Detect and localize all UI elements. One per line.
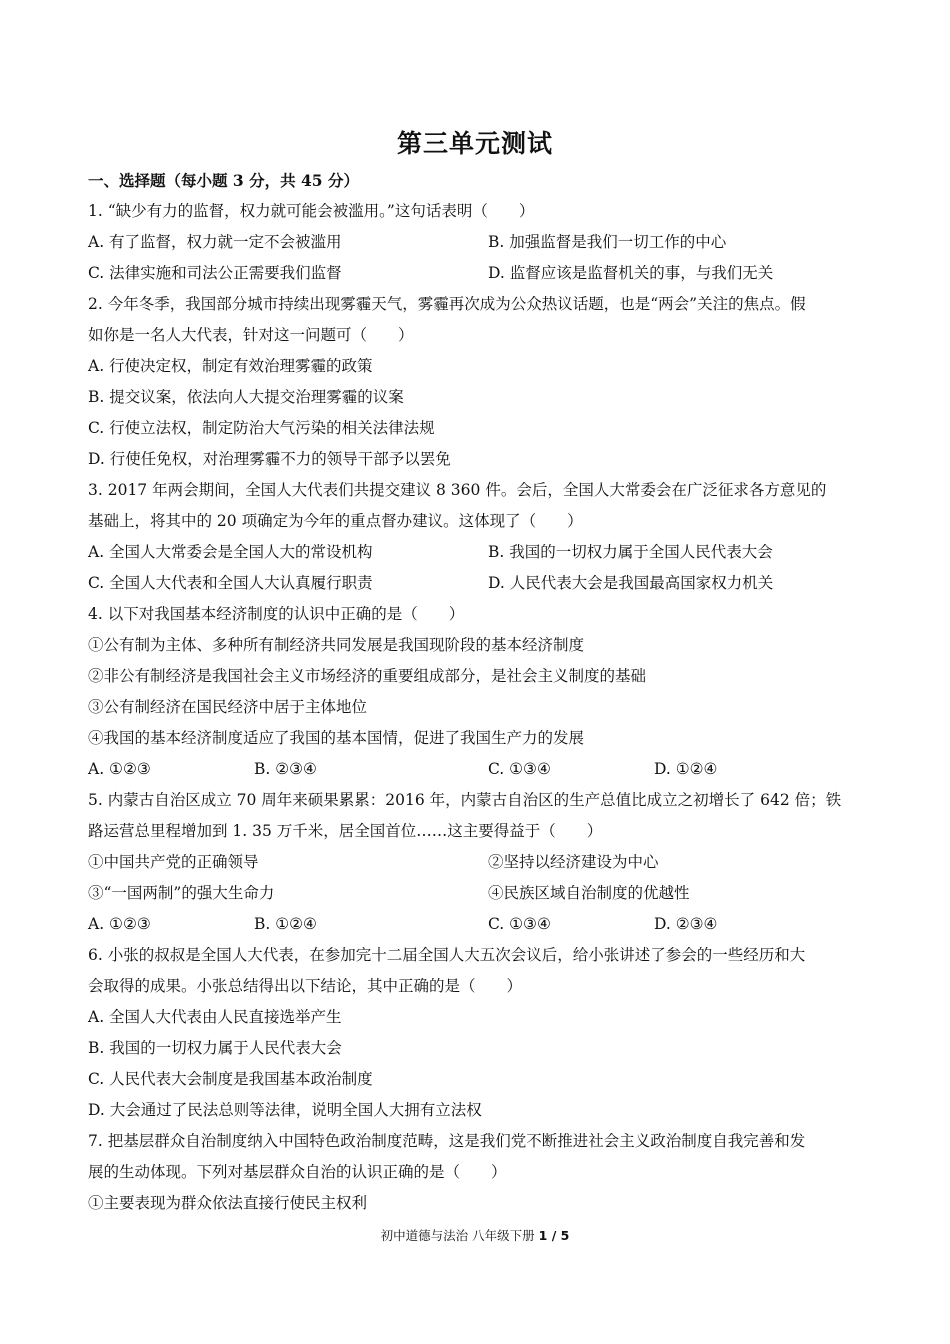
question-2-stem-line-2: 如你是一名人大代表，针对这一问题可（ ） (88, 326, 414, 344)
question-2-stem-line-1: 2. 今年冬季，我国部分城市持续出现雾霾天气，雾霾再次成为公众热议话题，也是“两会”关注的焦点。假 (88, 295, 806, 313)
question-5-option-c: C. ①③④ (488, 915, 551, 933)
question-3-option-a: A. 全国人大常委会是全国人大的常设机构 (88, 543, 373, 561)
question-4-statement-2: ②非公有制经济是我国社会主义市场经济的重要组成部分，是社会主义制度的基础 (88, 667, 647, 685)
question-6-option-b: B. 我国的一切权力属于人民代表大会 (88, 1039, 342, 1057)
question-5-statement-1: ①中国共产党的正确领导 (88, 853, 259, 871)
question-6-stem-line-2: 会取得的成果。小张总结得出以下结论，其中正确的是（ ） (88, 977, 523, 995)
question-3-option-b: B. 我国的一切权力属于全国人民代表大会 (488, 543, 773, 561)
question-4-statement-1: ①公有制为主体、多种所有制经济共同发展是我国现阶段的基本经济制度 (88, 636, 585, 654)
question-4-option-c: C. ①③④ (488, 760, 551, 778)
question-1-option-c: C. 法律实施和司法公正需要我们监督 (88, 264, 342, 282)
question-6-stem-line-1: 6. 小张的叔叔是全国人大代表，在参加完十二届全国人大五次会议后，给小张讲述了参会的一些经历和大 (88, 946, 806, 964)
question-3-options-row-2 (88, 568, 868, 599)
question-5-option-d: D. ②③④ (654, 915, 718, 933)
question-4-stem: 4. 以下对我国基本经济制度的认识中正确的是（ ） (88, 605, 465, 623)
question-5-statements-row-1 (88, 847, 868, 878)
question-5-statement-3: ③“一国两制”的强大生命力 (88, 884, 275, 902)
question-5-statements-row-2 (88, 878, 868, 909)
question-2-option-d: D. 行使任免权，对治理雾霾不力的领导干部予以罢免 (88, 450, 451, 468)
question-1-option-d: D. 监督应该是监督机关的事，与我们无关 (488, 264, 774, 282)
question-2-option-a: A. 行使决定权，制定有效治理雾霾的政策 (88, 357, 373, 375)
question-7-stem-line-1: 7. 把基层群众自治制度纳入中国特色政治制度范畴，这是我们党不断推进社会主义政治制度自我完善和发 (88, 1132, 806, 1150)
question-5-option-b: B. ①②④ (254, 915, 317, 933)
question-5-stem-line-1: 5. 内蒙古自治区成立 70 周年来硕果累累：2016 年，内蒙古自治区的生产总值比成立之初增长了 642 倍；铁 (88, 791, 842, 809)
question-4-option-d: D. ①②④ (654, 760, 718, 778)
section-heading: 一、选择题（每小题 3 分，共 45 分） (88, 171, 359, 190)
question-4-statement-4: ④我国的基本经济制度适应了我国的基本国情，促进了我国生产力的发展 (88, 729, 585, 747)
question-2-option-c: C. 行使立法权，制定防治大气污染的相关法律法规 (88, 419, 435, 437)
question-1-option-b: B. 加强监督是我们一切工作的中心 (488, 233, 727, 251)
question-1-options-row-1 (88, 227, 868, 258)
question-1-stem: 1. “缺少有力的监督，权力就可能会被滥用。”这句话表明（ ） (88, 202, 535, 220)
question-3-option-d: D. 人民代表大会是我国最高国家权力机关 (488, 574, 774, 592)
question-3-stem-line-1: 3. 2017 年两会期间，全国人大代表们共提交建议 8 360 件。会后，全国人大常委会在广泛征求各方意见的 (88, 481, 827, 499)
question-5-options (88, 909, 868, 940)
question-2-option-b: B. 提交议案，依法向人大提交治理雾霾的议案 (88, 388, 404, 406)
page-title: 第三单元测试 (396, 129, 553, 158)
page-footer (0, 1226, 950, 1244)
question-3-stem-line-2: 基础上，将其中的 20 项确定为今年的重点督办建议。这体现了（ ） (88, 512, 583, 530)
question-5-statement-4: ④民族区域自治制度的优越性 (488, 884, 690, 902)
question-3-option-c: C. 全国人大代表和全国人大认真履行职责 (88, 574, 373, 592)
question-list (88, 165, 868, 1219)
question-7-stem-line-2: 展的生动体现。下列对基层群众自治的认识正确的是（ ） (88, 1163, 507, 1181)
question-6-option-a: A. 全国人大代表由人民直接选举产生 (88, 1008, 342, 1026)
question-4-option-a: A. ①②③ (88, 760, 151, 778)
question-5-stem-line-2: 路运营总里程增加到 1. 35 万千米，居全国首位……这主要得益于（ ） (88, 822, 603, 840)
question-6-option-c: C. 人民代表大会制度是我国基本政治制度 (88, 1070, 373, 1088)
question-6-option-d: D. 大会通过了民法总则等法律，说明全国人大拥有立法权 (88, 1101, 482, 1119)
question-3-options-row-1 (88, 537, 868, 568)
question-7-statement-1: ①主要表现为群众依法直接行使民主权利 (88, 1194, 368, 1212)
question-1-option-a: A. 有了监督，权力就一定不会被滥用 (88, 233, 342, 251)
question-1-options-row-2 (88, 258, 868, 289)
question-5-statement-2: ②坚持以经济建设为中心 (488, 853, 659, 871)
footer-course: 初中道德与法治 八年级下册 (380, 1228, 535, 1243)
question-4-option-b: B. ②③④ (254, 760, 317, 778)
page-number: 1 / 5 (538, 1228, 570, 1243)
question-4-options (88, 754, 868, 785)
question-4-statement-3: ③公有制经济在国民经济中居于主体地位 (88, 698, 368, 716)
question-5-option-a: A. ①②③ (88, 915, 151, 933)
